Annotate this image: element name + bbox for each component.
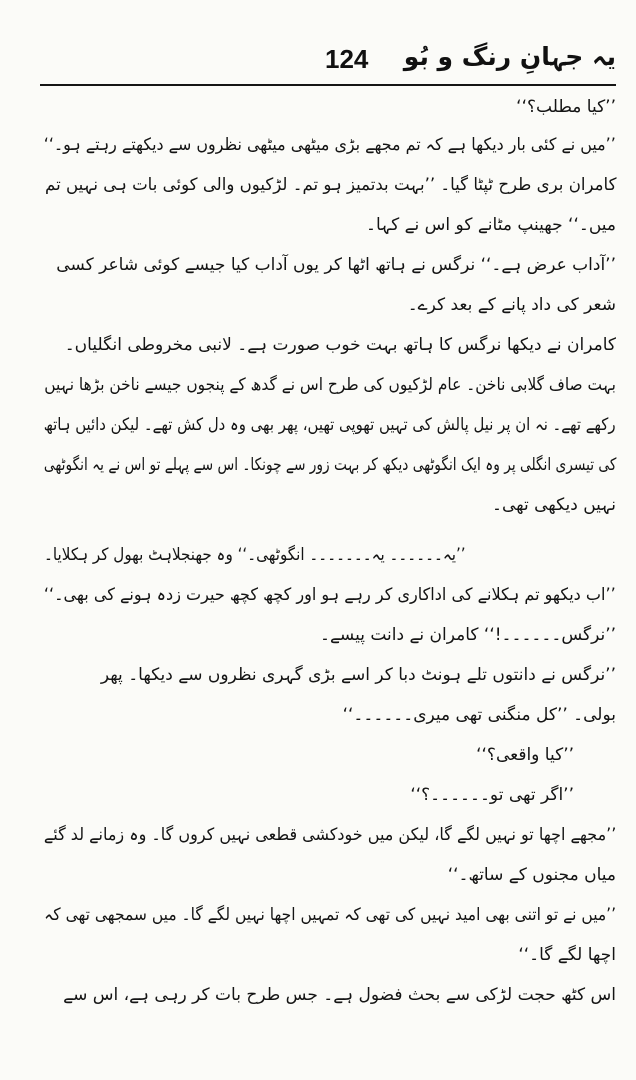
text-line: میاں مجنوں کے ساتھ۔‘‘: [447, 865, 616, 885]
text-line: ’’کیا واقعی؟‘‘: [476, 745, 574, 765]
text-line: کامران بری طرح ٹپٹا گیا۔ ’’بہت بدتمیز ہو تم۔ لڑکیوں والی کوئی بات ہی نہیں تم: [44, 175, 616, 195]
text-line: ’’اگر تھی تو۔۔۔۔۔۔؟‘‘: [410, 785, 574, 805]
page-body-text: [44, 92, 616, 1025]
text-line: بہت صاف گلابی ناخن۔ عام لڑکیوں کی طرح اس نے گدھ کے پنجوں جیسے ناخن بڑھا نہیں: [44, 375, 616, 395]
text-line: ’’نرگس۔۔۔۔۔۔!‘‘ کامران نے دانت پیسے۔: [319, 625, 616, 645]
text-line: ’’میں نے تو اتنی بھی امید نہیں کی تھی کہ تمہیں اچھا نہیں لگے گا۔ میں سمجھی تھی کہ: [44, 905, 616, 925]
text-line: شعر کی داد پانے کے بعد کرے۔: [407, 295, 616, 315]
text-line: ’’یہ۔۔۔۔۔۔ یہ۔۔۔۔۔۔۔ انگوٹھی۔‘‘ وہ جھنجلاہٹ بھول کر ہکلایا۔: [44, 545, 466, 565]
text-line: نہیں دیکھی تھی۔: [492, 495, 616, 515]
text-line: اس کٹھ حجت لڑکی سے بحث فضول ہے۔ جس طرح بات کر رہی ہے، اس سے: [63, 985, 616, 1005]
text-line: ’’آداب عرض ہے۔‘‘ نرگس نے ہاتھ اٹھا کر یوں آداب کیا جیسے کوئی شاعر کسی: [56, 255, 616, 275]
text-line: ’’اب دیکھو تم ہکلانے کی اداکاری کر رہے ہو اور کچھ کچھ حیرت زدہ ہونے کی بھی۔‘‘: [44, 585, 616, 605]
header-divider: [40, 84, 616, 86]
text-line: بولی۔ ’’کل منگنی تھی میری۔۔۔۔۔۔‘‘: [342, 705, 616, 725]
book-title: یہ جہانِ رنگ و بُو: [403, 42, 616, 71]
text-line: ’’مجھے اچھا تو نہیں لگے گا، لیکن میں خودکشی قطعی نہیں کروں گا۔ وہ زمانے لد گئے: [43, 825, 616, 845]
text-line: کی تیسری انگلی پر وہ ایک انگوٹھی دیکھ کر بہت زور سے چونکا۔ اس سے پہلے تو اس نے یہ انگوٹھی: [43, 455, 616, 475]
text-line: ’’نرگس نے دانتوں تلے ہونٹ دبا کر اسے بڑی گہری نظروں سے دیکھا۔ پھر: [100, 665, 616, 685]
page-number: 124: [325, 44, 369, 74]
text-line: ’’میں نے کئی بار دیکھا ہے کہ تم مجھے بڑی میٹھی میٹھی نظروں سے دیکھتے رہتے ہو۔‘‘: [43, 135, 616, 155]
text-line: رکھے تھے۔ نہ ان پر نیل پالش کی تہیں تھوپی تھیں، پھر بھی وہ دل کش تھے۔ لیکن دائیں ہاتھ: [44, 415, 616, 435]
text-line: اچھا لگے گا۔‘‘: [518, 945, 616, 965]
text-line: کامران نے دیکھا نرگس کا ہاتھ بہت خوب صورت ہے۔ لانبی مخروطی انگلیاں۔: [64, 335, 616, 355]
page-header: [40, 42, 616, 82]
text-line: میں۔‘‘ جھینپ مٹانے کو اس نے کہا۔: [365, 215, 616, 235]
text-line: ’’کیا مطلب؟‘‘: [516, 97, 616, 117]
